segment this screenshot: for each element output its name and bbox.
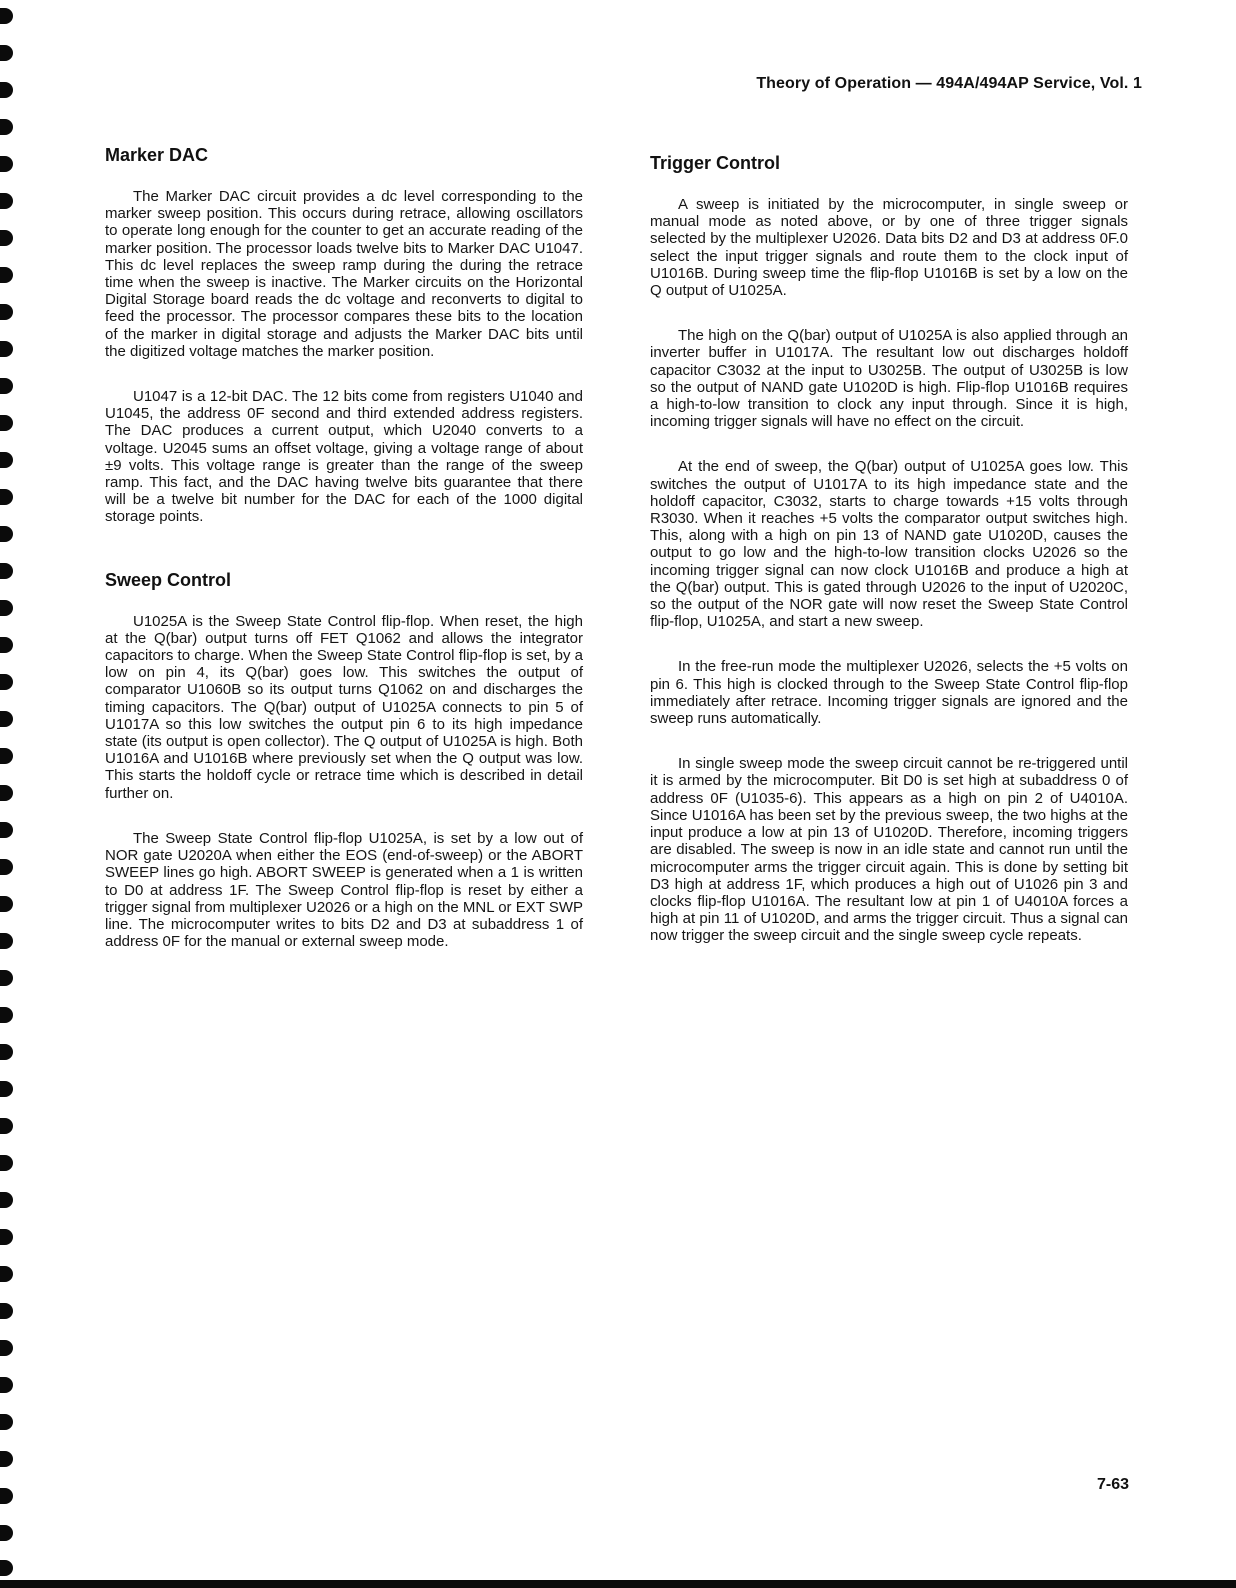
binder-hole bbox=[0, 526, 13, 542]
binder-hole bbox=[0, 378, 13, 394]
binder-hole bbox=[0, 674, 13, 690]
binder-hole bbox=[0, 748, 13, 764]
section-sweep-control bbox=[105, 570, 583, 951]
binder-hole bbox=[0, 1340, 13, 1356]
binder-hole bbox=[0, 563, 13, 579]
paragraph: In single sweep mode the sweep circuit cannot be re-triggered until it is armed by the microcomputer. Bit D0 is set high at subaddress 0 of address 0F (U1035-6). This appears as a high on pin 2 of U4010A. Since U1016A has been set by the previous sweep, the two highs at the input produce a low at pin 13 of U1020D. Therefore, incoming triggers are disabled. The sweep is now in an idle state and cannot run until the microcomputer arms the trigger circuit again. This is done by setting bit D3 high at address 1F, which produces a high out of U1026 pin 3 and clocks flip-flop U1016A. The resultant low at pin 1 of U4010A forces a high at pin 11 of U1020D, and arms the trigger circuit. Thus a signal can now trigger the sweep circuit and the single sweep cycle repeats. bbox=[650, 755, 1128, 945]
binder-hole bbox=[0, 193, 13, 209]
binder-hole bbox=[0, 1118, 13, 1134]
binder-hole bbox=[0, 1488, 13, 1504]
binder-hole bbox=[0, 1377, 13, 1393]
binder-hole bbox=[0, 45, 13, 61]
section-heading: Sweep Control bbox=[105, 569, 232, 590]
binder-hole bbox=[0, 82, 13, 98]
left-column bbox=[105, 145, 583, 978]
binder-hole bbox=[0, 1229, 13, 1245]
running-header: Theory of Operation — 494A/494AP Service, Vol. 1 bbox=[756, 75, 1142, 92]
paragraph: The Sweep State Control flip-flop U1025A, is set by a low out of NOR gate U2020A when either the EOS (end-of-sweep) or the ABORT SWEEP lines go high. ABORT SWEEP is generated when a 1 is written to D0 at address 1F. The Sweep Control flip-flop is reset by either a trigger signal from multiplexer U2026 or a high on the MNL or EXT SWP line. The microcomputer writes to bits D2 and D3 at subaddress 1 of address 0F for the manual or external sweep mode. bbox=[105, 829, 583, 951]
binder-hole bbox=[0, 1560, 13, 1576]
binder-hole bbox=[0, 1303, 13, 1319]
binder-hole bbox=[0, 600, 13, 616]
binder-hole bbox=[0, 970, 13, 986]
binder-hole bbox=[0, 933, 13, 949]
paragraph: At the end of sweep, the Q(bar) output of U1025A goes low. This switches the output of U1017A to its high impedance state and the holdoff capacitor, C3032, starts to charge towards +15 volts through R3030. When it reaches +5 volts the comparator output switches high. This, along with a high on pin 13 of NAND gate U1020D, causes the output to go low and the high-to-low transition clocks U2026 so the incoming trigger signal can now clock U1016B and produce a high at the Q(bar) output. This is gated through U2026 to the input of U2020C, so the output of the NOR gate will now reset the Sweep State Control flip-flop, U1025A, and start a new sweep. bbox=[650, 458, 1128, 631]
binder-hole bbox=[0, 637, 13, 653]
binder-hole bbox=[0, 341, 13, 357]
binder-hole bbox=[0, 859, 13, 875]
binder-hole bbox=[0, 119, 13, 135]
binder-hole bbox=[0, 1044, 13, 1060]
page-number: 7-63 bbox=[1096, 1476, 1129, 1493]
paragraph: U1047 is a 12-bit DAC. The 12 bits come from registers U1040 and U1045, the address 0F second and third extended address registers. The DAC produces a current output, which U2040 converts to a voltage. U2045 sums an offset voltage, giving a voltage range of about ±9 volts. This voltage range is greater than the range of the sweep ramp. This fact, and the DAC having twelve bits guarantee that there will be a twelve bit number for the DAC for each of the 1000 digital storage points. bbox=[105, 388, 583, 526]
binder-hole bbox=[0, 822, 13, 838]
binder-hole bbox=[0, 156, 13, 172]
binder-hole bbox=[0, 785, 13, 801]
right-column bbox=[650, 153, 1128, 973]
paragraph: A sweep is initiated by the microcomputer, in single sweep or manual mode as noted above, or by one of three trigger signals selected by the multiplexer U2026. Data bits D2 and D3 at address 0F.0 select the input trigger signals and route them to the clock input of U1016B. During sweep time the flip-flop U1016B is set by a low on the Q output of U1025A. bbox=[650, 196, 1128, 300]
binder-hole bbox=[0, 8, 13, 24]
section-heading: Trigger Control bbox=[650, 153, 780, 173]
paragraph: The Marker DAC circuit provides a dc level corresponding to the marker sweep position. This occurs during retrace, allowing oscillators to operate long enough for the counter to get an accurate reading of the marker position. The processor loads twelve bits to Marker DAC U1047. This dc level replaces the sweep ramp during the during the retrace time when the sweep is inactive. The Marker circuits on the Horizontal Digital Storage board reads the dc voltage and reconverts to digital to feed the processor. The processor compares these bits to the location of the marker in digital storage and adjusts the Marker DAC bits until the digitized voltage matches the marker position. bbox=[105, 188, 583, 360]
binder-hole bbox=[0, 711, 13, 727]
binder-hole bbox=[0, 304, 13, 320]
paragraph: U1025A is the Sweep State Control flip-flop. When reset, the high at the Q(bar) output turns off FET Q1062 and allows the integrator capacitors to charge. When the Sweep State Control flip-flop is set, by a low on pin 4, its Q(bar) goes low. This switches the output of comparator U1060B so its output turns Q1062 on and discharges the timing capacitors. The Q(bar) output of U1025A connects to pin 5 of U1017A so this low switches the output pin 6 to its high impedance state (its output is open collector). The Q output of U1025A is high. Both U1016A and U1016B where previously set when the Q output was low. This starts the holdoff cycle or retrace time which is described in detail further on. bbox=[105, 612, 583, 802]
binder-hole bbox=[0, 452, 13, 468]
binder-hole bbox=[0, 267, 13, 283]
section-trigger-control bbox=[650, 153, 1128, 945]
binder-hole bbox=[0, 1192, 13, 1208]
section-marker-dac bbox=[105, 145, 583, 526]
binder-hole bbox=[0, 489, 13, 505]
paragraph: The high on the Q(bar) output of U1025A is also applied through an inverter buffer in U1017A. The resultant low out discharges holdoff capacitor C3032 at the input to U3025B. The output of U3025B is low so the output of NAND gate U1020D is high. Flip-flop U1016B requires a high-to-low transition to clock any input through. Since it is high, incoming trigger signals will have no effect on the circuit. bbox=[650, 327, 1128, 431]
paragraph: In the free-run mode the multiplexer U2026, selects the +5 volts on pin 6. This high is clocked through to the Sweep State Control flip-flop immediately after retrace. Incoming trigger signals are ignored and the sweep runs automatically. bbox=[650, 658, 1128, 728]
binder-hole bbox=[0, 1007, 13, 1023]
binder-hole bbox=[0, 1414, 13, 1430]
binder-holes bbox=[0, 0, 14, 1588]
binder-hole bbox=[0, 230, 13, 246]
binder-hole bbox=[0, 1155, 13, 1171]
binder-hole bbox=[0, 415, 13, 431]
binder-hole bbox=[0, 1525, 13, 1541]
scan-bottom-edge bbox=[0, 1580, 1236, 1588]
binder-hole bbox=[0, 1451, 13, 1467]
binder-hole bbox=[0, 1081, 13, 1097]
binder-hole bbox=[0, 896, 13, 912]
binder-hole bbox=[0, 1266, 13, 1282]
section-heading: Marker DAC bbox=[105, 145, 209, 165]
